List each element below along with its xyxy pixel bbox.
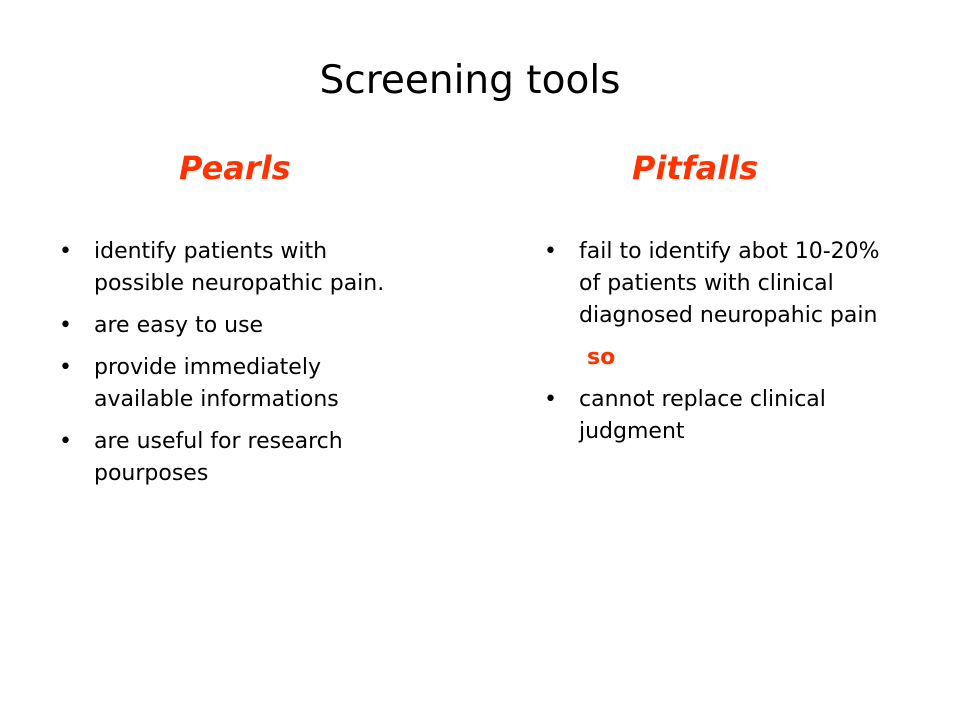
bullet-text: identify patients with possible neuropathic pain. bbox=[94, 239, 385, 296]
bullet-icon: • bbox=[59, 239, 72, 264]
list-item bbox=[55, 310, 405, 342]
bullet-text: provide immediately available informations bbox=[94, 355, 339, 412]
bullet-icon: • bbox=[544, 239, 557, 264]
bullet-icon: • bbox=[544, 387, 557, 412]
slide-title: Screening tools bbox=[319, 58, 621, 103]
list-item bbox=[55, 236, 405, 300]
list-item bbox=[55, 426, 405, 490]
pitfalls-heading: Pitfalls bbox=[632, 149, 759, 187]
list-item bbox=[540, 236, 890, 332]
bullet-icon: • bbox=[59, 355, 72, 380]
bullet-text: are useful for research pourposes bbox=[94, 429, 343, 486]
bullet-icon: • bbox=[59, 313, 72, 338]
bullet-text: are easy to use bbox=[94, 313, 264, 338]
pitfalls-list bbox=[540, 236, 890, 458]
connector-text: so bbox=[587, 345, 616, 370]
bullet-text: fail to identify abot 10-20% of patients with clinical diagnosed neuropahic pain bbox=[579, 239, 880, 328]
pearls-heading: Pearls bbox=[179, 149, 291, 187]
list-item bbox=[540, 384, 890, 448]
bullet-text: cannot replace clinical judgment bbox=[579, 387, 826, 444]
bullet-icon: • bbox=[59, 429, 72, 454]
list-item bbox=[55, 352, 405, 416]
pearls-list bbox=[55, 236, 405, 500]
